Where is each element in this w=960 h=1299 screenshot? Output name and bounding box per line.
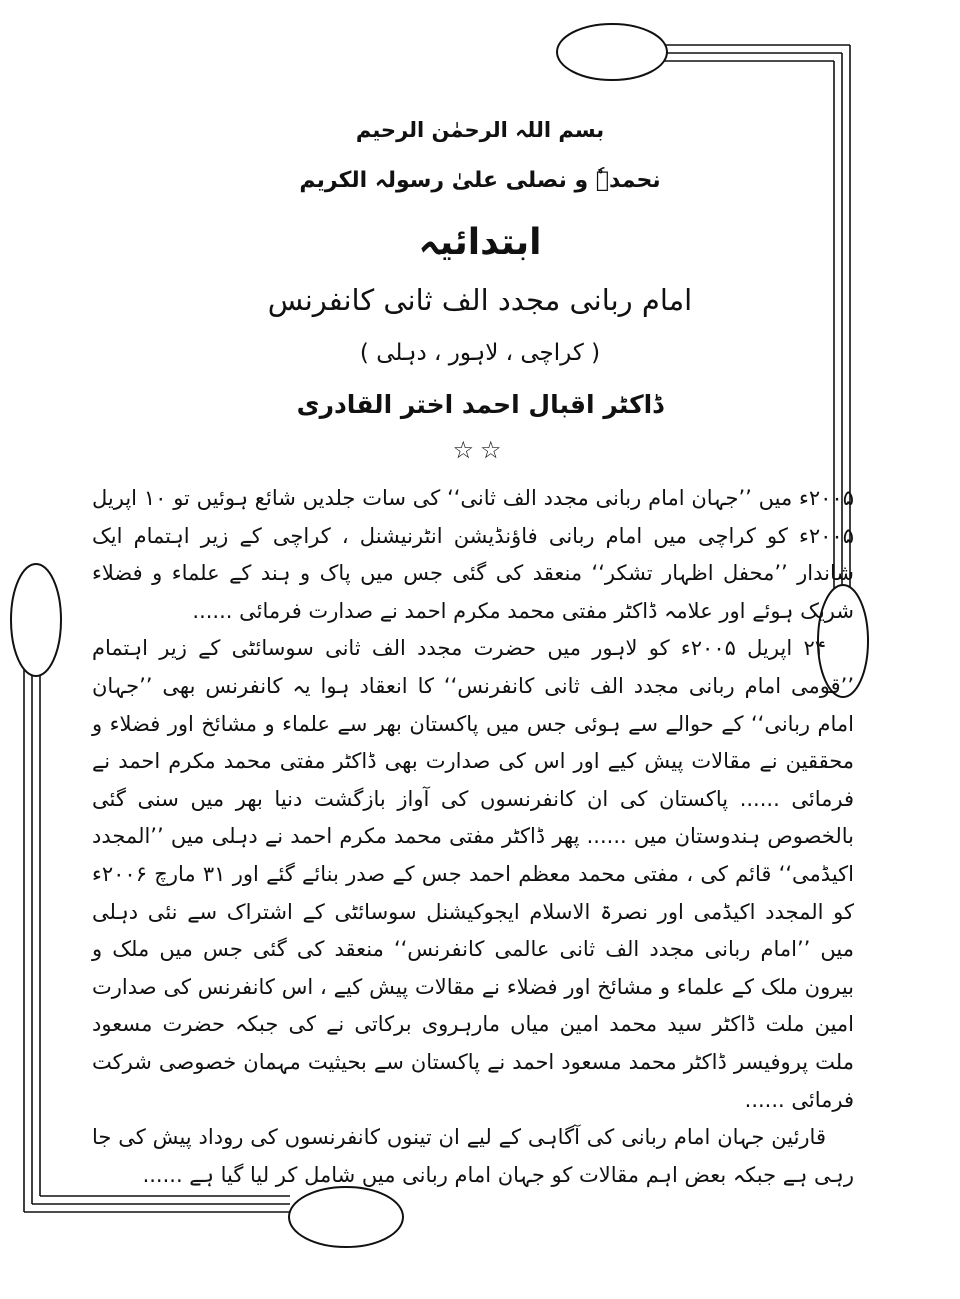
bismillah-heading: بسم اللہ الرحمٰن الرحیم: [355, 118, 605, 142]
hamd-heading: نحمدہٗ و نصلی علیٰ رسولہ الکریم: [299, 168, 661, 193]
cities-line: ( کراچی ، لاہور ، دہلی ): [359, 340, 601, 366]
page-title: ابتدائیہ: [418, 222, 542, 263]
author-name: ڈاکٹر اقبال احمد اختر القادری: [296, 390, 664, 419]
paragraph-2: ۲۴ اپریل ۲۰۰۵ء کو لاہور میں حضرت مجدد الف ثانی سوسائٹی کے زیر اہتمام ’’قومی امام ربانی مجدد الف ثانی کانفرنس‘‘ کا انعقاد ہوا یہ کانفرنس بھی ’’جہان امام ربانی‘‘ کے حوالے سے ہوئی جس میں پاکستان بھر سے علماء و مشائخ اور فضلاء و محققین نے مقالات پیش کیے اور اس کی صدارت بھی ڈاکٹر مفتی محمد مکرم احمد نے فرمائی ...... پاکستان کی ان کانفرنسوں کی آواز بازگشت دنیا بھر میں سنی گئی بالخصوص ہندوستان میں ...... پھر ڈاکٹر مفتی محمد مکرم احمد نے دہلی میں ’’المجدد اکیڈمی‘‘ قائم کی ، مفتی محمد معظم احمد جس کے صدر بنائے گئے اور ۳۱ مارچ ۲۰۰۶ء کو المجدد اکیڈمی اور نصرۃ الاسلام ایجوکیشنل سوسائٹی کے اشتراک سے نئی دہلی میں ’’امام ربانی مجدد الف ثانی عالمی کانفرنس‘‘ منعقد کی گئی جس میں ملک و بیرون ملک کے علماء و مشائخ اور فضلاء نے مقالات پیش کیے ، اس کانفرنس کی صدارت امین ملت ڈاکٹر سید محمد امین میاں مارہروی برکاتی نے کی جبکہ حضرت مسعود ملت پروفیسر ڈاکٹر محمد مسعود احمد نے پاکستان سے بحیثیت مہمان خصوصی شرکت فرمائی ......: [92, 636, 854, 1112]
top-right-ornament: [557, 24, 667, 80]
body-text: [92, 480, 854, 1194]
left-ornament: [11, 564, 61, 676]
paragraph-1: ۲۰۰۵ء میں ’’جہان امام ربانی مجدد الف ثانی‘‘ کی سات جلدیں شائع ہوئیں تو ۱۰ اپریل ۲۰۰۵ء کو کراچی میں امام ربانی فاؤنڈیشن انٹرنیشنل ، کراچی کے زیر اہتمام ایک شاندار ’’محفل اظہار تشکر‘‘ منعقد کی گئی جس میں پاک و ہند کے علماء و فضلاء شریک ہوئے اور علامہ ڈاکٹر مفتی محمد مکرم احمد نے صدارت فرمائی ......: [92, 486, 854, 623]
paragraph-3: قارئین جہان امام ربانی کی آگاہی کے لیے ان تینوں کانفرنسوں کی روداد پیش کی جا رہی ہے جبکہ بعض اہم مقالات کو جہان امام ربانی میں شامل کر لیا گیا ہے ......: [92, 1125, 854, 1187]
conference-subtitle: امام ربانی مجدد الف ثانی کانفرنس: [267, 283, 693, 317]
star-separator: ☆☆: [452, 436, 508, 464]
bottom-left-ornament: [289, 1187, 403, 1247]
